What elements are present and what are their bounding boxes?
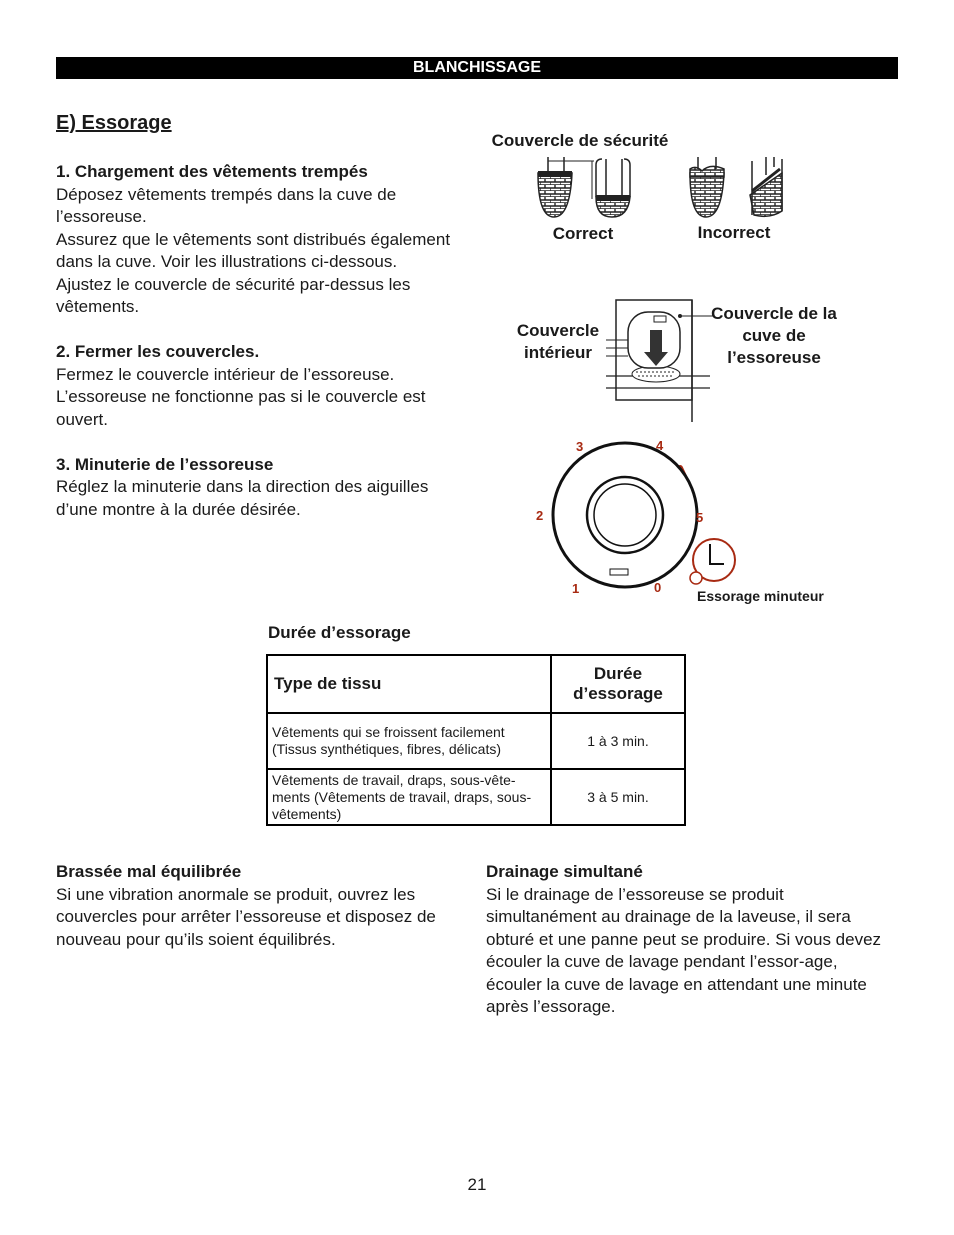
note-text: Si le drainage de l’essoreuse se produit simultanément au drainage de la laveuse, il sera obturé et une panne peut se produire. Si vous devez écouler la cuve de lavage pendant l’essor-age, écouler la cuve de lavage en attendant une minute après l’essorage. bbox=[486, 884, 882, 1016]
note-drainage bbox=[486, 861, 898, 1019]
step-text: Ajustez le couvercle de sécurité par-dessus les vêtements. bbox=[56, 274, 411, 316]
section-title: E) Essorage bbox=[56, 112, 172, 134]
incorrect-label: Incorrect bbox=[697, 223, 771, 242]
duration-cell: 1 à 3 min. bbox=[551, 713, 685, 769]
table-header-row bbox=[267, 655, 685, 713]
step-text: Assurez que le vêtements sont distribués également dans la cuve. Voir les illustrations ci-dessous. bbox=[56, 229, 451, 271]
step-text: Déposez vêtements trempés dans la cuve de l’essoreuse. bbox=[56, 184, 397, 226]
timer-mark-3: 3 bbox=[576, 439, 584, 454]
correct-label: Correct bbox=[552, 224, 614, 243]
safety-cover-illustration bbox=[530, 155, 800, 225]
step-text: Réglez la minuterie dans la direction des aiguilles d’une montre à la durée désirée. bbox=[56, 477, 429, 519]
timer-mark-5: 5 bbox=[696, 510, 704, 525]
fabric-cell: Vêtements qui se froissent facilement (Tissus synthétiques, fibres, délicats) bbox=[267, 713, 551, 769]
fabric-cell: Vêtements de travail, draps, sous-vête-ments (Vêtements de travail, draps, sous-vêtements) bbox=[267, 769, 551, 825]
table-row bbox=[267, 769, 685, 825]
timer-mark-0: 0 bbox=[654, 580, 662, 595]
inner-cover-label: Couvercle intérieur bbox=[516, 321, 600, 362]
timer-mark-4: 4 bbox=[656, 438, 664, 453]
spin-timer-dial[interactable] bbox=[530, 432, 750, 602]
steps-column bbox=[56, 161, 461, 544]
step-2 bbox=[56, 341, 461, 431]
step-text: L’essoreuse ne fonctionne pas si le couvercle est ouvert. bbox=[56, 387, 426, 429]
table-row bbox=[267, 713, 685, 769]
note-text: Si une vibration anormale se produit, ouvrez les couvercles pour arrêter l’essoreuse et disposez de nouveau pour qu’ils soient équilibrés. bbox=[56, 884, 436, 949]
step-1 bbox=[56, 161, 461, 319]
spin-duration-table bbox=[266, 654, 686, 826]
step-title: 3. Minuterie de l’essoreuse bbox=[56, 454, 274, 474]
tub-cover-label: Couvercle de la cuve de l’essoreuse bbox=[711, 304, 837, 367]
step-3 bbox=[56, 454, 461, 522]
note-unbalanced bbox=[56, 861, 461, 951]
step-title: 1. Chargement des vêtements trempés bbox=[56, 162, 368, 181]
note-title: Drainage simultané bbox=[486, 862, 643, 881]
spin-icon bbox=[690, 572, 702, 584]
safety-cover-label: Couvercle de sécurité bbox=[491, 131, 669, 150]
section-banner: BLANCHISSAGE bbox=[56, 57, 898, 79]
timer-mark-1: 1 bbox=[572, 581, 580, 596]
header-fabric-type: Type de tissu bbox=[267, 655, 551, 713]
timer-mark-2: 2 bbox=[536, 508, 544, 523]
timer-label: Essorage minuteur bbox=[697, 588, 824, 604]
step-text: Fermez le couvercle intérieur de l’essoreuse. bbox=[56, 364, 395, 384]
step-title: 2. Fermer les couvercles. bbox=[56, 342, 260, 361]
duration-cell: 3 à 5 min. bbox=[551, 769, 685, 825]
header-spin-duration: Durée d’essorage bbox=[551, 655, 685, 713]
note-title: Brassée mal équilibrée bbox=[56, 862, 242, 881]
table-caption: Durée d’essorage bbox=[268, 623, 411, 642]
page-number: 21 bbox=[467, 1175, 487, 1194]
